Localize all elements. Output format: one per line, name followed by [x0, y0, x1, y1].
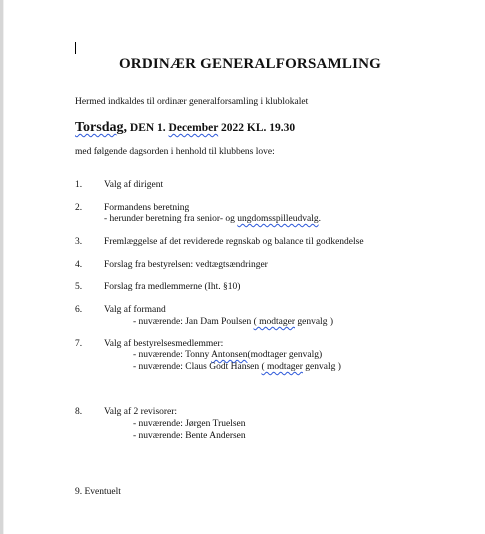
agenda-item-text: Formandens beretning: [104, 203, 190, 213]
subline-flagged-word: ungdomsspilleudvalg: [237, 214, 319, 224]
subline-prefix: - nuværende: Claus Godt Hansen: [133, 362, 262, 372]
agenda-item-text: Fremlæggelse af det reviderede regnskab og balance til godkendelse: [104, 237, 364, 247]
agenda-item-number: 1.: [75, 180, 83, 190]
agenda-item-number: 6.: [75, 305, 83, 315]
agenda-item-number: 5.: [75, 282, 83, 292]
intro-text: Hermed indkaldes til ordinær generalforsamling i klublokalet: [75, 97, 309, 107]
meeting-date: [75, 120, 295, 136]
agenda-item-text: Eventuelt: [84, 487, 121, 497]
agenda-item-subline: - nuværende: Jørgen Truelsen: [133, 419, 246, 429]
text-cursor: [75, 42, 76, 54]
agenda-item-number: 3.: [75, 237, 83, 247]
agenda-item-text: Forslag fra bestyrelsen: vedtægtsændringer: [104, 260, 268, 270]
agenda-item-subline: - nuværende: Bente Andersen: [133, 431, 246, 441]
agenda-item-text: Valg af formand: [104, 305, 166, 315]
date-weekday: Torsdag: [75, 120, 124, 135]
agenda-item-subline: [104, 214, 321, 224]
subline-prefix: - herunder beretning fra senior- og: [104, 214, 238, 224]
date-rest: 2022 KL. 19.30: [218, 122, 296, 134]
agenda-item-text: Valg af 2 revisorer:: [104, 407, 178, 417]
subline-suffix: genvalg ): [295, 317, 333, 327]
date-comma: ,: [123, 120, 128, 135]
agenda-item-final: [75, 487, 121, 497]
subline-suffix: genvalg ): [302, 362, 341, 372]
agenda-item-number: 4.: [75, 260, 83, 270]
agenda-item-number: 8.: [75, 407, 83, 417]
agenda-item-number: 2.: [75, 203, 83, 213]
subline-flagged-word: Antonsen: [211, 350, 248, 360]
subline-flagged-word: ( modtager: [253, 317, 295, 327]
subline-prefix: - nuværende: Tonny: [133, 350, 212, 360]
subline-prefix: - nuværende: Jan Dam Poulsen: [133, 317, 254, 327]
agenda-intro: med følgende dagsorden i henhold til klubbens love:: [75, 147, 275, 157]
agenda-item-text: Valg af bestyrelsesmedlemmer:: [104, 339, 224, 349]
document-title: ORDINÆR GENERALFORSAMLING: [118, 56, 382, 72]
date-den: DEN 1.: [127, 122, 169, 134]
agenda-item-subline: [133, 350, 322, 360]
agenda-item-text: Forslag fra medlemmerne (Iht. §10): [104, 282, 241, 292]
subline-suffix: .: [318, 214, 321, 224]
subline-suffix: (modtager genvalg): [247, 350, 323, 360]
agenda-item-number: 9.: [75, 487, 83, 497]
agenda-item-subline: [133, 362, 341, 372]
agenda-item-text: Valg af dirigent: [104, 180, 164, 190]
subline-flagged-word: ( modtager: [261, 362, 303, 372]
agenda-item-subline: [133, 317, 333, 327]
date-month: December: [168, 122, 219, 134]
page-left-edge-shadow: [3, 0, 4, 534]
agenda-item-number: 7.: [75, 339, 83, 349]
